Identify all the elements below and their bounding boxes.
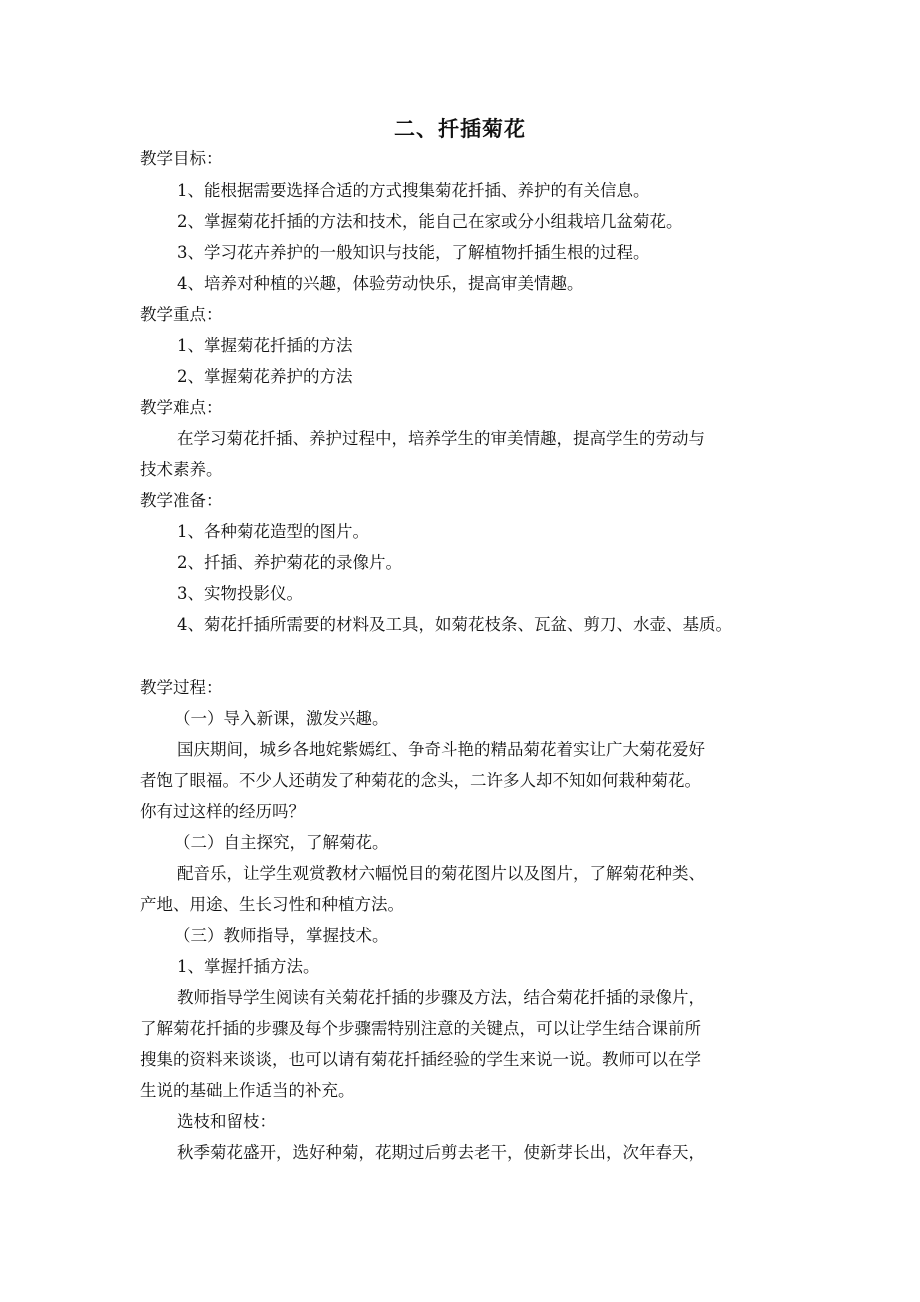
preparation-item: 4、菊花扦插所需要的材料及工具，如菊花枝条、瓦盆、剪刀、水壶、基质。: [177, 615, 732, 634]
difficulties-heading: 教学难点：: [140, 398, 223, 417]
objective-item: 2、掌握菊花扦插的方法和技术，能自己在家或分小组栽培几盆菊花。: [177, 212, 683, 231]
objective-item: 4、培养对种植的兴趣，体验劳动快乐，提高审美情趣。: [177, 274, 584, 293]
key-points-heading: 教学重点：: [140, 305, 223, 324]
process-paragraph: 者饱了眼福。不少人还萌发了种菊花的念头，二许多人却不知如何栽种菊花。: [140, 771, 701, 790]
process-paragraph: 生说的基础上作适当的补充。: [140, 1081, 355, 1100]
process-paragraph: 国庆期间，城乡各地姹紫嫣红、争奇斗艳的精品菊花着实让广大菊花爱好: [177, 740, 705, 759]
process-heading: 教学过程：: [140, 678, 223, 697]
page-title: 二、扦插菊花: [394, 117, 526, 141]
difficulties-text: 在学习菊花扦插、养护过程中，培养学生的审美情趣，提高学生的劳动与: [177, 429, 705, 448]
preparation-item: 1、各种菊花造型的图片。: [177, 522, 369, 541]
process-subheading: 选枝和留枝：: [177, 1112, 276, 1131]
preparation-heading: 教学准备：: [140, 491, 223, 510]
difficulties-text: 技术素养。: [140, 460, 223, 479]
process-paragraph: 搜集的资料来谈谈，也可以请有菊花扦插经验的学生来说一说。教师可以在学: [140, 1050, 701, 1069]
preparation-item: 2、扦插、养护菊花的录像片。: [177, 553, 402, 572]
process-subheading: 1、掌握扦插方法。: [177, 957, 320, 976]
process-paragraph: 你有过这样的经历吗？: [140, 802, 305, 821]
objective-item: 1、能根据需要选择合适的方式搜集菊花扦插、养护的有关信息。: [177, 181, 650, 200]
key-point-item: 2、掌握菊花养护的方法: [177, 367, 353, 386]
process-section-heading: （二）自主探究，了解菊花。: [174, 833, 389, 852]
process-section-heading: （三）教师指导，掌握技术。: [174, 926, 389, 945]
objective-item: 3、学习花卉养护的一般知识与技能，了解植物扦插生根的过程。: [177, 243, 650, 262]
process-paragraph: 秋季菊花盛开，选好种菊，花期过后剪去老干，使新芽长出，次年春天，: [177, 1143, 705, 1162]
objectives-heading: 教学目标：: [140, 149, 223, 168]
key-point-item: 1、掌握菊花扦插的方法: [177, 336, 353, 355]
preparation-item: 3、实物投影仪。: [177, 584, 303, 603]
process-paragraph: 教师指导学生阅读有关菊花扦插的步骤及方法，结合菊花扦插的录像片，: [177, 988, 705, 1007]
process-paragraph: 产地、用途、生长习性和种植方法。: [140, 895, 404, 914]
process-section-heading: （一）导入新课，激发兴趣。: [174, 709, 389, 728]
process-paragraph: 了解菊花扦插的步骤及每个步骤需特别注意的关键点，可以让学生结合课前所: [140, 1019, 701, 1038]
process-paragraph: 配音乐，让学生观赏教材六幅悦目的菊花图片以及图片，了解菊花种类、: [177, 864, 705, 883]
